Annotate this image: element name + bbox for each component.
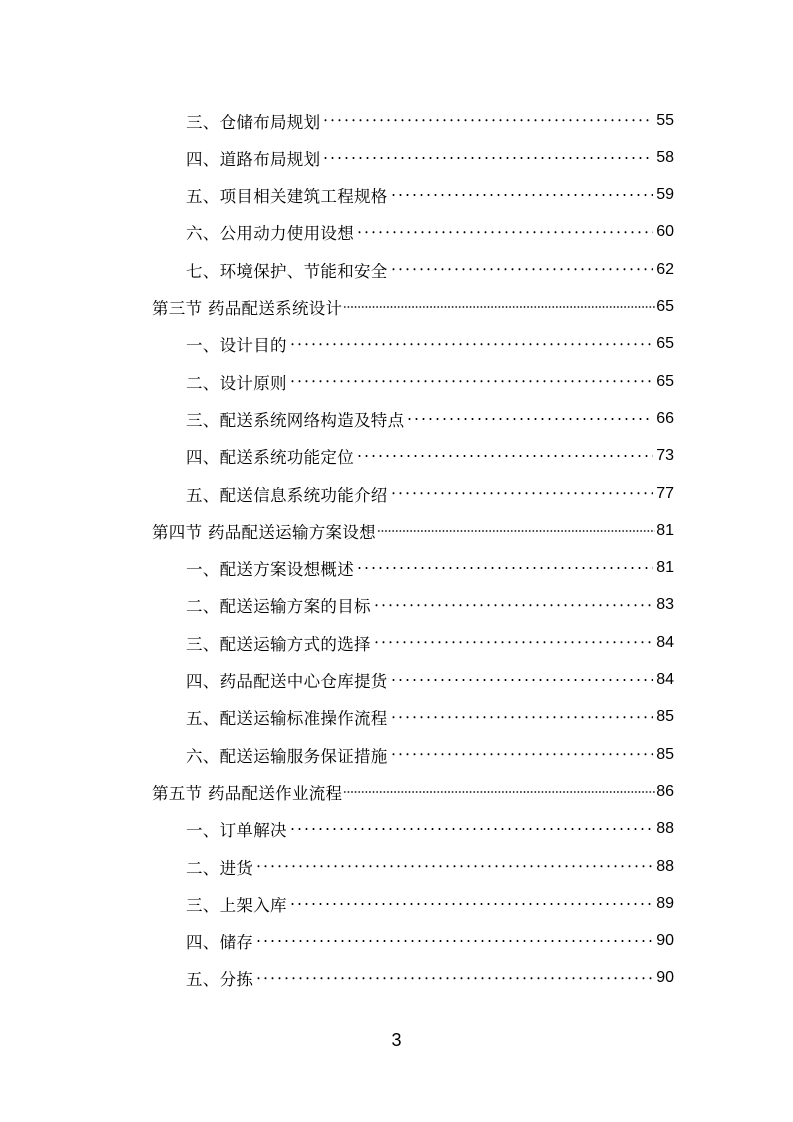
toc-entry[interactable]: [186, 475, 674, 512]
toc-dot-leader: [373, 597, 653, 614]
toc-entry-title: 一、订单解决: [186, 821, 287, 841]
toc-entry-page: 88: [656, 820, 674, 838]
toc-entry[interactable]: [186, 923, 674, 960]
toc-entry[interactable]: [186, 848, 674, 885]
toc-entry[interactable]: [186, 363, 674, 400]
toc-dot-leader: [390, 709, 654, 726]
toc-entry[interactable]: [186, 624, 674, 661]
toc-entry[interactable]: [186, 811, 674, 848]
toc-dot-leader: [255, 858, 653, 875]
toc-entry-title: 二、设计原则: [186, 373, 287, 393]
toc-entry-page: 66: [656, 409, 674, 427]
toc-entry-title: 三、上架入库: [186, 895, 287, 915]
toc-entry[interactable]: [186, 438, 674, 475]
page-number: 3: [391, 1030, 402, 1050]
toc-entry-page: 81: [656, 559, 674, 577]
toc-entry-title: 四、道路布局规划: [186, 149, 321, 169]
toc-entry-title: 五、配送运输标准操作流程: [186, 709, 388, 729]
toc-entry-page: 58: [656, 148, 674, 166]
toc-entry[interactable]: [186, 550, 674, 587]
toc-entry-title: 五、分拣: [186, 970, 254, 990]
toc-entry-page: 85: [656, 708, 674, 726]
toc-entry-page: 81: [656, 521, 674, 539]
toc-dot-leader: [373, 634, 653, 651]
toc-dot-leader: [322, 150, 653, 167]
toc-entry-page: 77: [656, 484, 674, 502]
toc-dot-leader: [390, 187, 654, 204]
toc-entry-title: 二、配送运输方案的目标: [186, 597, 371, 617]
toc-dot-leader: [390, 261, 654, 278]
toc-dot-leader: [255, 970, 653, 987]
toc-entry[interactable]: [186, 139, 674, 176]
toc-entry-title: 四、配送系统功能定位: [186, 448, 354, 468]
toc-dot-leader: [356, 224, 653, 241]
toc-entry-title: 第三节 药品配送系统设计: [152, 299, 343, 318]
toc-entry-page: 65: [656, 335, 674, 353]
toc-entry[interactable]: [186, 699, 674, 736]
toc-entry-title: 五、配送信息系统功能介绍: [186, 485, 388, 505]
toc-dot-leader: [289, 336, 653, 353]
toc-entry-page: 55: [656, 111, 674, 129]
toc-entry-title: 第四节 药品配送运输方案设想: [152, 522, 376, 542]
toc-dot-leader: [390, 746, 654, 763]
toc-dot-leader: [289, 821, 653, 838]
toc-entry[interactable]: [186, 662, 674, 699]
toc-entry[interactable]: [186, 885, 674, 922]
toc-entry[interactable]: [186, 400, 674, 437]
toc-entry[interactable]: [186, 251, 674, 288]
toc-dot-leader: [322, 112, 653, 129]
toc-dot-leader: [406, 411, 653, 428]
toc-dot-leader: [356, 448, 653, 465]
toc-entry[interactable]: [186, 177, 674, 214]
toc-entry-page: 89: [656, 894, 674, 912]
toc-entry-title: 一、配送方案设想概述: [186, 560, 354, 580]
toc-entry-title: 四、储存: [186, 933, 254, 953]
toc-entry-title: 六、配送运输服务保证措施: [186, 746, 388, 766]
toc-entry-page: 85: [656, 745, 674, 763]
toc-entry[interactable]: [186, 960, 674, 997]
toc-entry-page: 60: [656, 223, 674, 241]
toc-entry[interactable]: [186, 736, 674, 773]
toc-entry[interactable]: [186, 587, 674, 624]
toc-entry-page: 90: [656, 932, 674, 950]
toc-entry-title: 二、进货: [186, 858, 254, 878]
toc-section-entry[interactable]: [152, 773, 674, 810]
toc-dot-leader: [377, 523, 655, 540]
toc-dot-leader: [390, 672, 654, 689]
toc-entry[interactable]: [186, 214, 674, 251]
toc-entry-page: 86: [656, 782, 674, 800]
toc-dot-leader: [390, 485, 654, 502]
toc-dot-leader: [289, 896, 653, 913]
toc-entry-title: 三、配送系统网络构造及特点: [186, 410, 405, 430]
toc-entry-page: 62: [656, 260, 674, 278]
toc-entry-title: 四、药品配送中心仓库提货: [186, 672, 388, 691]
toc-entry-page: 59: [656, 186, 674, 204]
toc-dot-leader: [343, 784, 655, 801]
toc-section-entry[interactable]: [152, 289, 674, 326]
toc-entry[interactable]: [186, 326, 674, 363]
toc-dot-leader: [343, 299, 655, 316]
toc-entry-title: 六、公用动力使用设想: [186, 224, 354, 244]
toc-entry-page: 73: [656, 447, 674, 465]
toc-entry-page: 65: [656, 298, 674, 315]
toc-dot-leader: [255, 933, 653, 950]
toc-entry-title: 三、配送运输方式的选择: [186, 634, 371, 654]
toc-entry-title: 三、仓储布局规划: [186, 112, 321, 132]
toc-section-entry[interactable]: [152, 512, 674, 549]
toc-entry-page: 84: [656, 671, 674, 688]
toc-entry-page: 88: [656, 857, 674, 875]
toc-entry-page: 65: [656, 372, 674, 390]
toc-entry-title: 七、环境保护、节能和安全: [186, 261, 388, 281]
toc-entry-title: 一、设计目的: [186, 336, 287, 356]
toc-entry-page: 90: [656, 969, 674, 987]
toc-entry-title: 第五节 药品配送作业流程: [152, 783, 343, 803]
toc-entry[interactable]: [186, 102, 674, 139]
toc-entry-title: 五、项目相关建筑工程规格: [186, 187, 388, 207]
toc-dot-leader: [356, 560, 653, 577]
toc-entry-page: 83: [656, 596, 674, 614]
toc-dot-leader: [289, 373, 653, 390]
toc-entry-page: 84: [656, 633, 674, 651]
